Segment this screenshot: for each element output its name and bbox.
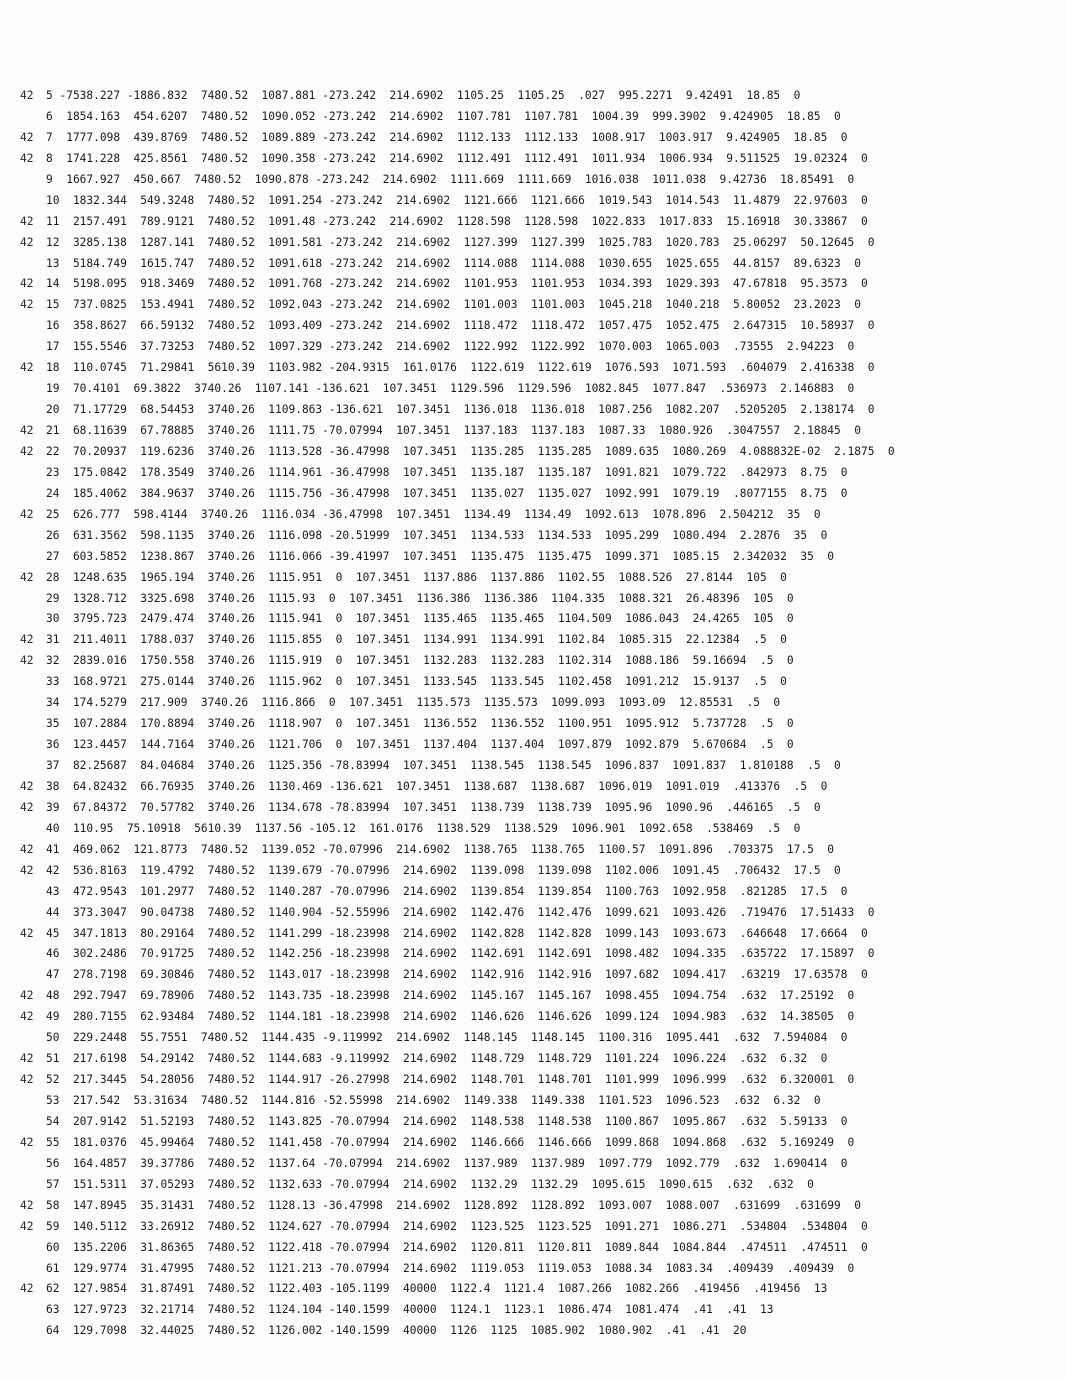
- row-text: 25 626.777 598.4144 3740.26 1116.034 -36.47998 107.3451 1134.49 1134.49 1092.613 1078.896 2.504212 35 0: [46, 507, 821, 521]
- row-text: 21 68.11639 67.78885 3740.26 1111.75 -70.07994 107.3451 1137.183 1137.183 1087.33 1080.926 .3047557 2.18845 0: [46, 424, 861, 437]
- row-text: 36 123.4457 144.7164 3740.26 1121.706 0 107.3451 1137.404 1137.404 1097.879 1092.879 5.670684 .5 0: [46, 738, 794, 752]
- data-row: [20, 484, 1060, 505]
- margin-mark: 42: [20, 800, 34, 814]
- data-row: [20, 170, 1060, 191]
- row-text: 33 168.9721 275.0144 3740.26 1115.962 0 107.3451 1133.545 1133.545 1102.458 1091.212 15.9137 .5 0: [46, 675, 787, 689]
- row-text: 5 -7538.227 -1886.832 7480.52 1087.881 -273.242 214.6902 1105.25 1105.25 .027 995.2271 9.42491 18.85 0: [46, 89, 801, 102]
- row-text: 49 280.7155 62.93484 7480.52 1144.181 -18.23998 214.6902 1146.626 1146.626 1099.124 1094.983 .632 14.38505 0: [46, 1010, 855, 1024]
- row-text: 53 217.542 53.31634 7480.52 1144.816 -52.55998 214.6902 1149.338 1149.338 1101.523 1096.523 .632 6.32 0: [46, 1094, 821, 1107]
- row-text: 24 185.4062 384.9637 3740.26 1115.756 -36.47998 107.3451 1135.027 1135.027 1092.991 1079.19 .8077155 8.75 0: [46, 486, 848, 500]
- margin-mark: 42: [20, 1282, 34, 1296]
- margin-mark: 42: [20, 277, 34, 291]
- row-text: 59 140.5112 33.26912 7480.52 1124.627 -70.07994 214.6902 1123.525 1123.525 1091.271 1086.271 .534804 .534804 0: [46, 1219, 868, 1233]
- data-row: [20, 107, 1060, 128]
- row-text: 63 127.9723 32.21714 7480.52 1124.104 -140.1599 40000 1124.1 1123.1 1086.474 1081.474 .41 .41 13: [46, 1303, 774, 1317]
- row-text: 7 1777.098 439.8769 7480.52 1089.889 -273.242 214.6902 1112.133 1112.133 1008.917 1003.917 9.424905 18.85 0: [46, 130, 848, 144]
- data-row: [20, 798, 1060, 819]
- margin-mark: 42: [20, 151, 34, 165]
- data-row: [20, 400, 1060, 421]
- row-text: 16 358.8627 66.59132 7480.52 1093.409 -273.242 214.6902 1118.472 1118.472 1057.475 1052.475 2.647315 10.58937 0: [46, 319, 875, 333]
- row-text: 37 82.25687 84.04684 3740.26 1125.356 -78.83994 107.3451 1138.545 1138.545 1096.837 1091.837 1.810188 .5 0: [46, 759, 841, 772]
- data-row: [20, 1049, 1060, 1070]
- row-text: 38 64.82432 66.76935 3740.26 1130.469 -136.621 107.3451 1138.687 1138.687 1096.019 1091.019 .413376 .5 0: [46, 779, 828, 793]
- data-row: [20, 1279, 1060, 1300]
- margin-mark: 42: [20, 1135, 34, 1149]
- row-text: 61 129.9774 31.47995 7480.52 1121.213 -70.07994 214.6902 1119.053 1119.053 1088.34 1083.34 .409439 .409439 0: [46, 1261, 855, 1275]
- data-row: [20, 1133, 1060, 1154]
- data-row: [20, 191, 1060, 212]
- row-text: 31 211.4011 1788.037 3740.26 1115.855 0 107.3451 1134.991 1134.991 1102.84 1085.315 22.12384 .5 0: [46, 633, 787, 647]
- data-row: [20, 1217, 1060, 1238]
- data-row: [20, 547, 1060, 568]
- data-row: [20, 337, 1060, 358]
- row-text: 40 110.95 75.10918 5610.39 1137.56 -105.12 161.0176 1138.529 1138.529 1096.901 1092.658 .538469 .5 0: [46, 821, 801, 835]
- data-row: [20, 630, 1060, 651]
- margin-mark: 42: [20, 298, 34, 312]
- margin-mark: 42: [20, 424, 34, 437]
- data-row: [20, 589, 1060, 610]
- row-text: 9 1667.927 450.667 7480.52 1090.878 -273.242 214.6902 1111.669 1111.669 1016.038 1011.038 9.42736 18.85491 0: [46, 172, 855, 186]
- row-text: 57 151.5311 37.05293 7480.52 1132.633 -70.07994 214.6902 1132.29 1132.29 1095.615 1090.615 .632 .632 0: [46, 1177, 814, 1191]
- row-text: 30 3795.723 2479.474 3740.26 1115.941 0 107.3451 1135.465 1135.465 1104.509 1086.043 24.4265 105 0: [46, 612, 794, 626]
- margin-mark: 42: [20, 926, 34, 940]
- margin-mark: 42: [20, 863, 34, 877]
- data-row: [20, 316, 1060, 337]
- row-text: 13 5184.749 1615.747 7480.52 1091.618 -273.242 214.6902 1114.088 1114.088 1030.655 1025.655 44.8157 89.6323 0: [46, 256, 861, 270]
- row-text: 15 737.0825 153.4941 7480.52 1092.043 -273.242 214.6902 1101.003 1101.003 1045.218 1040.218 5.80052 23.2023 0: [46, 298, 861, 312]
- row-text: 18 110.0745 71.29841 5610.39 1103.982 -204.9315 161.0176 1122.619 1122.619 1076.593 1071.593 .604079 2.416338 0: [46, 361, 875, 375]
- data-row: [20, 463, 1060, 484]
- data-row: [20, 735, 1060, 756]
- data-row: [20, 1300, 1060, 1321]
- row-text: 54 207.9142 51.52193 7480.52 1143.825 -70.07994 214.6902 1148.538 1148.538 1100.867 1095.867 .632 5.59133 0: [46, 1114, 848, 1128]
- margin-mark: 42: [20, 779, 34, 793]
- data-row: [20, 1007, 1060, 1028]
- data-row: [20, 379, 1060, 400]
- data-row: [20, 212, 1060, 233]
- data-row: [20, 756, 1060, 777]
- row-text: 60 135.2206 31.86365 7480.52 1122.418 -70.07994 214.6902 1120.811 1120.811 1089.844 1084.844 .474511 .474511 0: [46, 1240, 868, 1254]
- row-text: 58 147.8945 35.31431 7480.52 1128.13 -36.47998 214.6902 1128.892 1128.892 1093.007 1088.007 .631699 .631699 0: [46, 1198, 861, 1212]
- data-row: [20, 254, 1060, 275]
- data-row: [20, 819, 1060, 840]
- row-text: 45 347.1813 80.29164 7480.52 1141.299 -18.23998 214.6902 1142.828 1142.828 1099.143 1093.673 .646648 17.6664 0: [46, 926, 868, 940]
- margin-mark: 42: [20, 633, 34, 647]
- row-text: 10 1832.344 549.3248 7480.52 1091.254 -273.242 214.6902 1121.666 1121.666 1019.543 1014.543 11.4879 22.97603 0: [46, 193, 868, 207]
- margin-mark: 42: [20, 1073, 34, 1087]
- row-text: 47 278.7198 69.30846 7480.52 1143.017 -18.23998 214.6902 1142.916 1142.916 1097.682 1094.417 .63219 17.63578 0: [46, 968, 868, 982]
- row-text: 28 1248.635 1965.194 3740.26 1115.951 0 107.3451 1137.886 1137.886 1102.55 1088.526 27.8144 105 0: [46, 570, 787, 584]
- data-row: [20, 651, 1060, 672]
- margin-mark: 42: [20, 444, 34, 458]
- row-text: 22 70.20937 119.6236 3740.26 1113.528 -36.47998 107.3451 1135.285 1135.285 1089.635 1080.269 4.088832E-02 2.1875 0: [46, 444, 895, 458]
- row-text: 23 175.0842 178.3549 3740.26 1114.961 -36.47998 107.3451 1135.187 1135.187 1091.821 1079.722 .842973 8.75 0: [46, 465, 848, 479]
- margin-mark: 42: [20, 842, 34, 856]
- data-row: [20, 1112, 1060, 1133]
- data-row: [20, 1028, 1060, 1049]
- data-row: [20, 903, 1060, 924]
- margin-mark: 42: [20, 1198, 34, 1212]
- margin-mark: 42: [20, 235, 34, 249]
- row-text: 51 217.6198 54.29142 7480.52 1144.683 -9.119992 214.6902 1148.729 1148.729 1101.224 1096.224 .632 6.32 0: [46, 1052, 828, 1066]
- data-row: [20, 233, 1060, 254]
- row-text: 52 217.3445 54.28056 7480.52 1144.917 -26.27998 214.6902 1148.701 1148.701 1101.999 1096.999 .632 6.320001 0: [46, 1073, 855, 1087]
- data-row: [20, 442, 1060, 463]
- data-row: [20, 609, 1060, 630]
- row-text: 48 292.7947 69.78906 7480.52 1143.735 -18.23998 214.6902 1145.167 1145.167 1098.455 1094.754 .632 17.25192 0: [46, 989, 855, 1003]
- row-text: 14 5198.095 918.3469 7480.52 1091.768 -273.242 214.6902 1101.953 1101.953 1034.393 1029.393 47.67818 95.3573 0: [46, 277, 868, 291]
- data-row: [20, 693, 1060, 714]
- margin-mark: 42: [20, 507, 34, 521]
- row-text: 12 3285.138 1287.141 7480.52 1091.581 -273.242 214.6902 1127.399 1127.399 1025.783 1020.783 25.06297 50.12645 0: [46, 235, 875, 249]
- data-row: [20, 358, 1060, 379]
- row-text: 20 71.17729 68.54453 3740.26 1109.863 -136.621 107.3451 1136.018 1136.018 1087.256 1082.207 .5205205 2.138174 0: [46, 403, 875, 417]
- row-text: 43 472.9543 101.2977 7480.52 1140.287 -70.07996 214.6902 1139.854 1139.854 1100.763 1092.958 .821285 17.5 0: [46, 884, 848, 898]
- data-row: [20, 1091, 1060, 1112]
- data-listing: [20, 86, 1060, 1342]
- row-text: 44 373.3047 90.04738 7480.52 1140.904 -52.55996 214.6902 1142.476 1142.476 1099.621 1093.426 .719476 17.51433 0: [46, 905, 875, 919]
- row-text: 8 1741.228 425.8561 7480.52 1090.358 -273.242 214.6902 1112.491 1112.491 1011.934 1006.934 9.511525 19.02324 0: [46, 151, 868, 165]
- row-text: 27 603.5852 1238.867 3740.26 1116.066 -39.41997 107.3451 1135.475 1135.475 1099.371 1085.15 2.342032 35 0: [46, 549, 835, 563]
- data-row: [20, 149, 1060, 170]
- row-text: 29 1328.712 3325.698 3740.26 1115.93 0 107.3451 1136.386 1136.386 1104.335 1088.321 26.48396 105 0: [46, 591, 794, 605]
- row-text: 64 129.7098 32.44025 7480.52 1126.002 -140.1599 40000 1126 1125 1085.902 1080.902 .41 .41 20: [46, 1324, 747, 1338]
- row-text: 6 1854.163 454.6207 7480.52 1090.052 -273.242 214.6902 1107.781 1107.781 1004.39 999.3902 9.424905 18.85 0: [46, 109, 841, 123]
- data-row: [20, 986, 1060, 1007]
- data-row: [20, 1154, 1060, 1175]
- data-row: [20, 965, 1060, 986]
- row-text: 11 2157.491 789.9121 7480.52 1091.48 -273.242 214.6902 1128.598 1128.598 1022.833 1017.833 15.16918 30.33867 0: [46, 214, 868, 228]
- data-row: [20, 924, 1060, 945]
- margin-mark: 42: [20, 130, 34, 144]
- row-text: 41 469.062 121.8773 7480.52 1139.052 -70.07996 214.6902 1138.765 1138.765 1100.57 1091.896 .703375 17.5 0: [46, 842, 835, 856]
- data-row: [20, 944, 1060, 965]
- row-text: 26 631.3562 598.1135 3740.26 1116.098 -20.51999 107.3451 1134.533 1134.533 1095.299 1080.494 2.2876 35 0: [46, 528, 828, 542]
- row-text: 62 127.9854 31.87491 7480.52 1122.403 -105.1199 40000 1122.4 1121.4 1087.266 1082.266 .419456 .419456 13: [46, 1282, 828, 1296]
- data-row: [20, 274, 1060, 295]
- margin-mark: 42: [20, 1052, 34, 1066]
- margin-mark: 42: [20, 654, 34, 668]
- data-row: [20, 505, 1060, 526]
- row-text: 19 70.4101 69.3822 3740.26 1107.141 -136.621 107.3451 1129.596 1129.596 1082.845 1077.847 .536973 2.146883 0: [46, 382, 855, 396]
- data-row: [20, 840, 1060, 861]
- data-row: [20, 526, 1060, 547]
- row-text: 55 181.0376 45.99464 7480.52 1141.458 -70.07994 214.6902 1146.666 1146.666 1099.868 1094.868 .632 5.169249 0: [46, 1135, 855, 1149]
- row-text: 50 229.2448 55.7551 7480.52 1144.435 -9.119992 214.6902 1148.145 1148.145 1100.316 1095.441 .632 7.594084 0: [46, 1031, 848, 1045]
- margin-mark: 42: [20, 1219, 34, 1233]
- margin-mark: 42: [20, 1010, 34, 1024]
- row-text: 56 164.4857 39.37786 7480.52 1137.64 -70.07994 214.6902 1137.989 1137.989 1097.779 1092.779 .632 1.690414 0: [46, 1156, 848, 1170]
- row-text: 46 302.2486 70.91725 7480.52 1142.256 -18.23998 214.6902 1142.691 1142.691 1098.482 1094.335 .635722 17.15897 0: [46, 947, 875, 961]
- data-row: [20, 882, 1060, 903]
- data-row: [20, 1238, 1060, 1259]
- data-row: [20, 568, 1060, 589]
- data-row: [20, 421, 1060, 442]
- data-row: [20, 86, 1060, 107]
- margin-mark: 42: [20, 361, 34, 375]
- margin-mark: 42: [20, 214, 34, 228]
- data-row: [20, 1321, 1060, 1342]
- data-row: [20, 672, 1060, 693]
- row-text: 35 107.2884 170.8894 3740.26 1118.907 0 107.3451 1136.552 1136.552 1100.951 1095.912 5.737728 .5 0: [46, 717, 794, 731]
- margin-mark: 42: [20, 989, 34, 1003]
- row-text: 32 2839.016 1750.558 3740.26 1115.919 0 107.3451 1132.283 1132.283 1102.314 1088.186 59.16694 .5 0: [46, 654, 794, 668]
- data-row: [20, 714, 1060, 735]
- data-row: [20, 295, 1060, 316]
- row-text: 34 174.5279 217.909 3740.26 1116.866 0 107.3451 1135.573 1135.573 1099.093 1093.09 12.85531 .5 0: [46, 696, 781, 710]
- row-text: 39 67.84372 70.57782 3740.26 1134.678 -78.83994 107.3451 1138.739 1138.739 1095.96 1090.96 .446165 .5 0: [46, 800, 821, 814]
- margin-mark: 42: [20, 89, 34, 102]
- data-row: [20, 777, 1060, 798]
- data-row: [20, 861, 1060, 882]
- row-text: 42 536.8163 119.4792 7480.52 1139.679 -70.07996 214.6902 1139.098 1139.098 1102.006 1091.45 .706432 17.5 0: [46, 863, 841, 877]
- data-row: [20, 1259, 1060, 1280]
- data-row: [20, 128, 1060, 149]
- row-text: 17 155.5546 37.73253 7480.52 1097.329 -273.242 214.6902 1122.992 1122.992 1070.003 1065.003 .73555 2.94223 0: [46, 340, 855, 354]
- data-row: [20, 1070, 1060, 1091]
- data-row: [20, 1175, 1060, 1196]
- data-row: [20, 1196, 1060, 1217]
- margin-mark: 42: [20, 570, 34, 584]
